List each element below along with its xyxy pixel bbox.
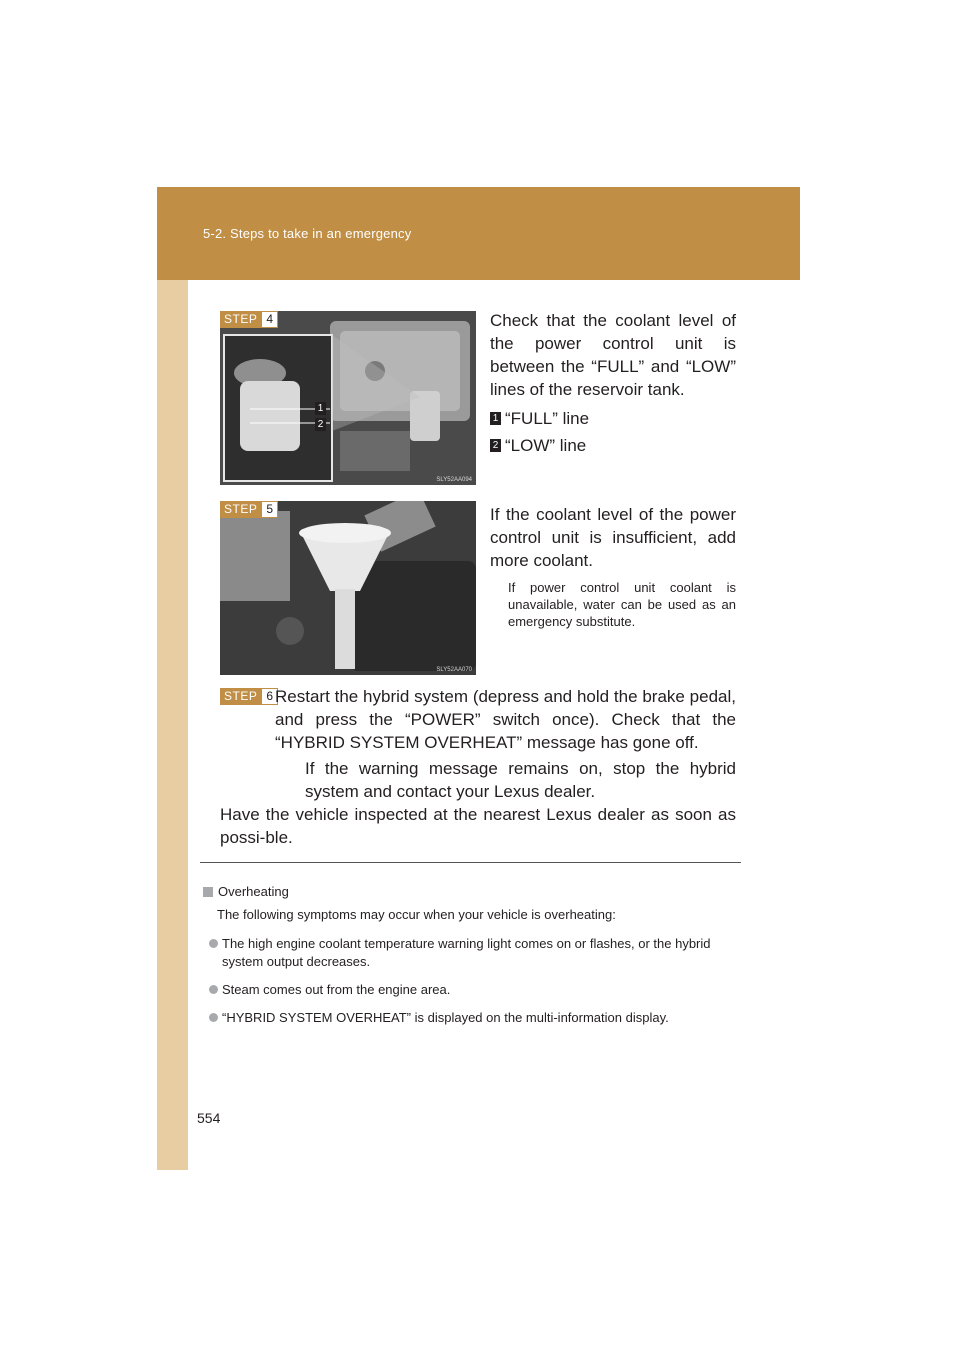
step-5-badge — [220, 501, 278, 518]
bullet-icon — [209, 1013, 218, 1022]
overheating-heading-text: Overheating — [218, 884, 289, 899]
step-6-badge — [220, 688, 278, 705]
step-5-note: If power control unit coolant is unavailable, water can be used as an emergency substitute. — [508, 580, 736, 629]
list-item-text: Steam comes out from the engine area. — [222, 982, 451, 997]
overheating-heading — [203, 884, 289, 899]
callout-1: 1 — [315, 402, 326, 415]
step-label: STEP — [220, 311, 261, 328]
step-6-text-main: Restart the hybrid system (depress and hold the brake pedal, and press the “POWER” switch once). Check that the “HYBRID SYSTEM OVERHEAT” message has gone off. — [275, 687, 736, 752]
step-6-text-secondary: If the warning message remains on, stop the hybrid system and contact your Lexus dealer. — [305, 759, 736, 801]
overheating-intro: The following symptoms may occur when your vehicle is overheating: — [217, 907, 616, 922]
square-bullet-icon — [203, 887, 213, 897]
step-number: 4 — [261, 311, 278, 328]
divider — [200, 862, 741, 863]
list-item — [209, 1009, 734, 1027]
left-margin-band — [157, 187, 188, 1170]
bullet-icon — [209, 939, 218, 948]
step-6-text — [275, 685, 736, 754]
adding-coolant-photo — [220, 501, 476, 675]
step-5-text: If the coolant level of the power control unit is insufficient, add more coolant. — [490, 505, 736, 570]
bullet-icon — [209, 985, 218, 994]
image-code: SLY52AA094 — [436, 477, 472, 483]
legend-number: 2 — [490, 439, 501, 452]
image-code: SLY52AA070 — [436, 667, 472, 673]
reservoir-tank-photo — [220, 311, 476, 485]
step-number: 6 — [261, 688, 278, 705]
section-title: 5-2. Steps to take in an emergency — [203, 226, 412, 241]
step-4-badge — [220, 311, 278, 328]
closing-text: Have the vehicle inspected at the nearest Lexus dealer as soon as possi-ble. — [220, 805, 736, 847]
engine-bay-illustration — [220, 311, 476, 485]
step-label: STEP — [220, 501, 261, 518]
legend-number: 1 — [490, 412, 501, 425]
legend-full-line — [490, 407, 589, 430]
step-number: 5 — [261, 501, 278, 518]
list-item — [209, 981, 734, 999]
list-item-text: The high engine coolant temperature warning light comes on or flashes, or the hybrid system output decreases. — [222, 936, 711, 969]
callout-2: 2 — [315, 418, 326, 431]
step-label: STEP — [220, 688, 261, 705]
legend-label: “LOW” line — [505, 436, 587, 455]
page-number: 554 — [197, 1110, 221, 1126]
legend-low-line — [490, 434, 586, 457]
funnel-illustration — [220, 501, 476, 675]
list-item-text: “HYBRID SYSTEM OVERHEAT” is displayed on the multi-information display. — [222, 1010, 669, 1025]
step-4-text: Check that the coolant level of the power control unit is between the “FULL” and “LOW” lines of the reservoir tank. — [490, 311, 736, 399]
legend-label: “FULL” line — [505, 409, 590, 428]
list-item — [209, 935, 734, 971]
